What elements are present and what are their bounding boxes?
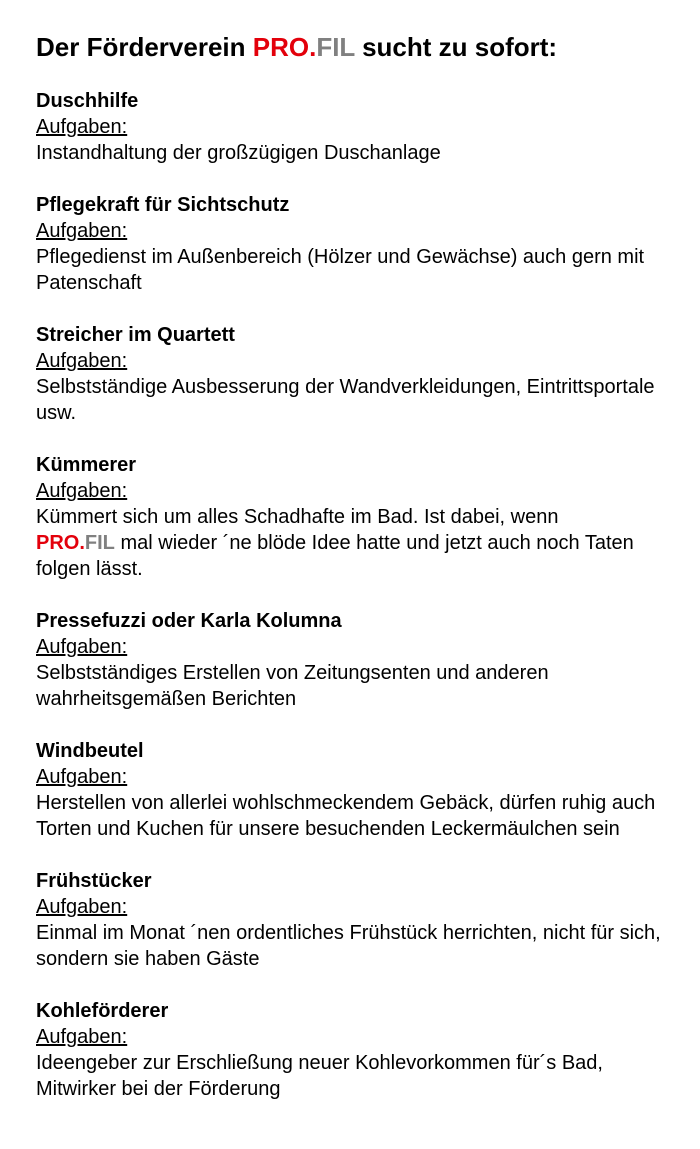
job-tasks-label: Aufgaben: <box>36 1026 128 1048</box>
job-tasks-label: Aufgaben: <box>36 480 128 502</box>
brand-pro: PRO. <box>36 532 85 554</box>
job-title: Frühstücker <box>36 870 152 892</box>
job-description <box>36 504 676 582</box>
job-description: Einmal im Monat ´nen ordentliches Frühstück herrichten, nicht für sich, sondern sie haben Gäste <box>36 922 661 970</box>
brand-fil: FIL <box>316 32 355 62</box>
job-kohlefoerderer <box>36 998 700 1102</box>
job-tasks-label: Aufgaben: <box>36 220 128 242</box>
desc-after-brand: mal wieder ´ne blöde Idee hatte und jetzt auch noch Taten folgen lässt. <box>36 532 634 580</box>
job-description: Selbstständige Ausbesserung der Wandverkleidungen, Eintrittsportale usw. <box>36 376 655 424</box>
title-prefix: Der Förderverein <box>36 32 253 62</box>
job-pflegekraft <box>36 192 700 296</box>
job-kuemmerer <box>36 452 700 582</box>
job-tasks-label: Aufgaben: <box>36 350 128 372</box>
job-title: Kümmerer <box>36 454 137 476</box>
job-title: Windbeutel <box>36 740 144 762</box>
job-windbeutel <box>36 738 700 842</box>
job-description: Instandhaltung der großzügigen Duschanlage <box>36 142 441 164</box>
job-description: Ideengeber zur Erschließung neuer Kohlevorkommen für´s Bad, Mitwirker bei der Förderung <box>36 1052 603 1100</box>
job-title: Pressefuzzi oder Karla Kolumna <box>36 610 342 632</box>
job-pressefuzzi <box>36 608 700 712</box>
desc-before-brand: Kümmert sich um alles Schadhafte im Bad. Ist dabei, wenn <box>36 506 559 528</box>
job-title: Pflegekraft für Sichtschutz <box>36 194 290 216</box>
page-title <box>36 32 700 62</box>
job-description: Pflegedienst im Außenbereich (Hölzer und Gewächse) auch gern mit Patenschaft <box>36 246 645 294</box>
job-streicher <box>36 322 700 426</box>
job-description: Herstellen von allerlei wohlschmeckendem Gebäck, dürfen ruhig auch Torten und Kuchen für unsere besuchenden Leckermäulchen sein <box>36 792 656 840</box>
job-fruehstuecker <box>36 868 700 972</box>
job-title: Kohleförderer <box>36 1000 169 1022</box>
job-tasks-label: Aufgaben: <box>36 766 128 788</box>
job-title: Duschhilfe <box>36 90 139 112</box>
brand-pro: PRO. <box>252 32 317 62</box>
job-duschhilfe <box>36 88 700 166</box>
job-title: Streicher im Quartett <box>36 324 235 346</box>
title-suffix: sucht zu sofort: <box>354 32 558 62</box>
job-tasks-label: Aufgaben: <box>36 896 128 918</box>
job-description: Selbstständiges Erstellen von Zeitungsenten und anderen wahrheitsgemäßen Berichten <box>36 662 549 710</box>
brand-fil: FIL <box>84 532 115 554</box>
job-tasks-label: Aufgaben: <box>36 636 128 658</box>
job-tasks-label: Aufgaben: <box>36 116 128 138</box>
